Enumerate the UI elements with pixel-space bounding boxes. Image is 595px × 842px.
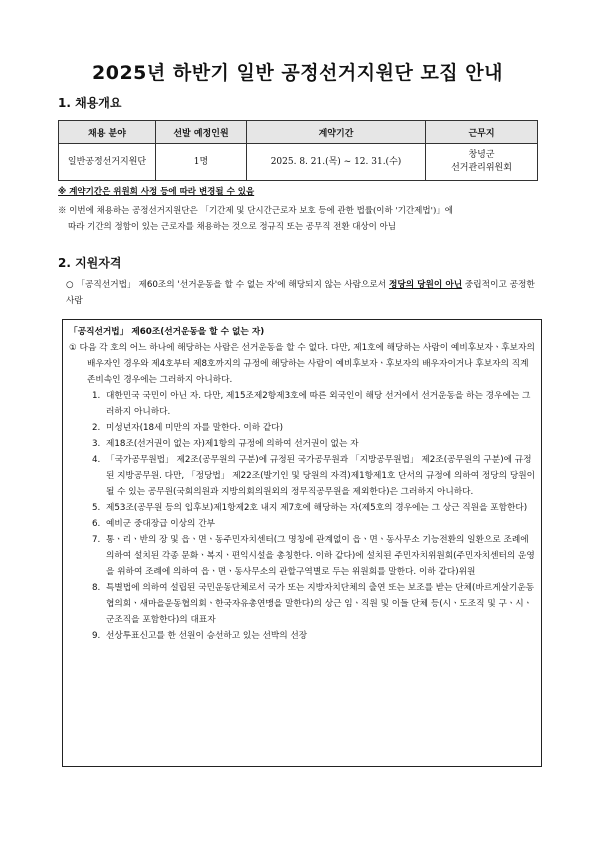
qualification-text: ○ 「공직선거법」 제60조의 '선거운동을 할 수 없는 자'에 해당되지 않는 사람으로서 (66, 280, 389, 290)
list-item (69, 580, 535, 628)
contract-type-note-cont: 따라 기간의 정함이 있는 근로자를 채용하는 것으로 정규직 또는 공무직 전환 대상이 아님 (68, 222, 397, 232)
list-item (69, 452, 535, 500)
table-cell: 1명 (156, 144, 247, 181)
list-item-text: 대한민국 국민이 아닌 자. 다만, 제15조제2항제3호에 따른 외국인이 해당 선거에서 선거운동을 하는 경우에는 그러하지 아니하다. (106, 391, 531, 417)
table-cell: 2025. 8. 21.(목) ~ 12. 31.(수) (247, 144, 426, 181)
table-header: 근무지 (426, 121, 538, 144)
table-header: 선발 예정인원 (156, 121, 247, 144)
table-header-row (59, 121, 538, 144)
list-item-text: 선상투표신고를 한 선원이 승선하고 있는 선박의 선장 (106, 631, 308, 641)
list-item (69, 436, 535, 452)
list-item-number: 7. (92, 535, 101, 545)
list-item-text: 특별법에 의하여 설립된 국민운동단체로서 국가 또는 지방자치단체의 출연 또는 보조를 받는 단체(바르게살기운동협의회ㆍ새마을운동협의회ㆍ한국자유총연맹을 말한다)의 상근 임ㆍ직원 및 이들 단체 등(시ㆍ도조직 및 구ㆍ시ㆍ군조직을 포함한다)의 대표자 (106, 583, 535, 625)
law-items-list (69, 388, 535, 644)
contract-type-note: ※ 이번에 채용하는 공정선거지원단은 「기간제 및 단시간근로자 보호 등에 관한 법률(이하 '기간제법')」에 (58, 206, 453, 216)
table-row (59, 144, 538, 181)
law-excerpt-box (62, 319, 542, 767)
list-item-text: 「국가공무원법」 제2조(공무원의 구분)에 규정된 국가공무원과 「지방공무원법」 제2조(공무원의 구분)에 규정된 지방공무원. 다만, 「정당법」 제22조(발기인 및 당원의 자격)제1항제1호 단서의 규정에 의하여 정당의 당원이 될 수 있는 공무원(국회의원과 지방의회의원외의 정무직공무원을 제외한다)은 그러하지 아니하다. (106, 455, 536, 497)
table-header: 채용 분야 (59, 121, 156, 144)
table-cell: 창녕군 선거관리위원회 (426, 144, 538, 181)
section-heading-qualification: 2. 지원자격 (58, 256, 122, 270)
law-intro-paragraph: ① 다음 각 호의 어느 하나에 해당하는 사람은 선거운동을 할 수 없다. 다만, 제1호에 해당하는 사람이 예비후보자ㆍ후보자의 배우자인 경우와 제4호부터 제8호까지의 규정에 해당하는 사람이 예비후보자ㆍ후보자의 배우자이거나 후보자의 직계존비속인 경우에는 그러하지 아니하다. (69, 343, 535, 385)
list-item (69, 388, 535, 420)
qualification-text-end: 중립적이고 공정한 사람 (66, 280, 535, 306)
section-heading-overview: 1. 채용개요 (58, 96, 122, 110)
page-title: 2025년 하반기 일반 공정선거지원단 모집 안내 (92, 62, 503, 84)
list-item-number: 5. (92, 503, 101, 513)
list-item-number: 2. (92, 423, 101, 433)
list-item-text: 통ㆍ리ㆍ반의 장 및 읍ㆍ면ㆍ동주민자치센터(그 명칭에 관계없이 읍ㆍ면ㆍ동사무소 기능전환의 일환으로 조례에 의하여 설치된 각종 문화ㆍ복지ㆍ편익시설을 총칭한다. 이하 같다)에 설치된 주민자치위원회(주민자치센터의 운영을 위하여 조례에 의하여 읍ㆍ면ㆍ동사무소의 관할구역별로 두는 위원회를 말한다. 이하 같다)위원 (106, 535, 535, 577)
table-cell: 일반공정선거지원단 (59, 144, 156, 181)
list-item (69, 532, 535, 580)
list-item-text: 제18조(선거권이 없는 자)제1항의 규정에 의하여 선거권이 없는 자 (106, 439, 359, 449)
list-item-text: 예비군 중대장급 이상의 간부 (106, 519, 215, 529)
list-item-text: 제53조(공무원 등의 입후보)제1항제2호 내지 제7호에 해당하는 자(제5호의 경우에는 그 상근 직원을 포함한다) (106, 503, 528, 513)
recruitment-table (58, 120, 538, 181)
list-item (69, 516, 535, 532)
list-item (69, 628, 535, 644)
contract-note: ※ 계약기간은 위원회 사정 등에 따라 변경될 수 있음 (58, 187, 255, 197)
list-item-number: 4. (92, 455, 101, 465)
law-excerpt-title: 「공직선거법」 제60조(선거운동을 할 수 없는 자) (69, 327, 265, 337)
list-item-text: 미성년자(18세 미만의 자를 말한다. 이하 같다) (106, 423, 284, 433)
list-item-number: 6. (92, 519, 101, 529)
list-item-number: 9. (92, 631, 101, 641)
table-header: 계약기간 (247, 121, 426, 144)
list-item-number: 3. (92, 439, 101, 449)
list-item (69, 500, 535, 516)
qualification-bullet (66, 277, 544, 309)
list-item-number: 8. (92, 583, 101, 593)
list-item-number: 1. (92, 391, 101, 401)
list-item (69, 420, 535, 436)
qualification-highlight: 정당의 당원이 아닌 (388, 280, 463, 290)
